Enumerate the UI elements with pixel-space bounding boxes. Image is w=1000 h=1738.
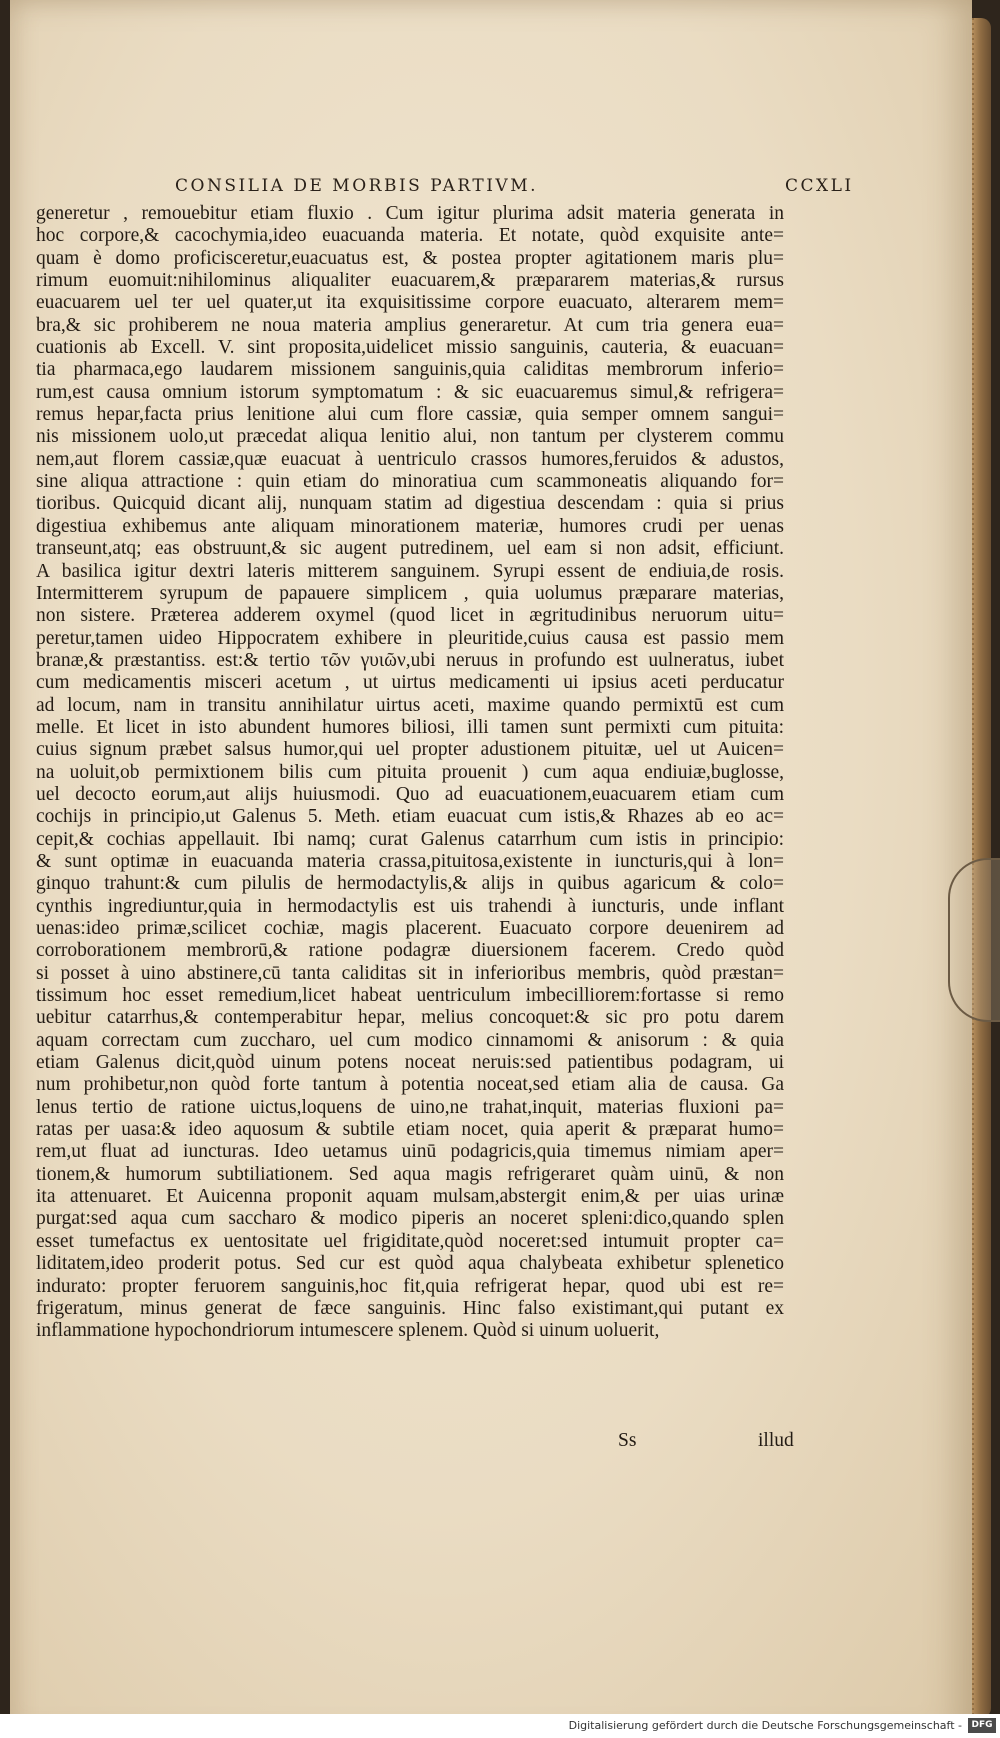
text-line: cynthis ingrediuntur,quia in hermodactylis est uis trahendi à iuncturis, unde inflant [36, 895, 784, 917]
text-line: frigeratum, minus generat de fæce sanguinis. Hinc falso existimant,qui putant ex [36, 1297, 784, 1319]
text-line: lenus tertio de ratione uictus,loquens de uino,ne trahat,inquit, materias fluxioni pa= [36, 1096, 784, 1118]
text-line: tioribus. Quicquid dicant alij, nunquam statim ad digestiua descendam : quia si prius [36, 493, 784, 515]
text-line: sine aliqua attractione : quin etiam do minoratiua cum scammoneatis aliquando for= [36, 471, 784, 493]
running-title: CONSILIA DE MORBIS PARTIVM. [175, 176, 539, 196]
text-line: esset tumefactus ex uentositate uel frigiditate,quòd noceret:sed intumuit propter ca= [36, 1230, 784, 1252]
text-line: nem,aut florem cassiæ,quæ euacuat à uentriculo crassos humores,feruidos & adustos, [36, 448, 784, 470]
digitization-credit: Digitalisierung gefördert durch die Deutsche Forschungsgemeinschaft - [568, 1719, 962, 1732]
text-line: num prohibetur,non quòd forte tantum à potentia noceat,sed etiam alia de causa. Ga [36, 1074, 784, 1096]
text-line: inflammatione hypochondriorum intumescere splenem. Quòd si uinum uoluerit, [36, 1320, 660, 1342]
text-line: cuius signum præbet salsus humor,qui uel propter adustionem pituitæ, uel ut Auicen= [36, 739, 784, 761]
text-line: euacuarem uel ter uel quater,ut ita exquisitissime corpore euacuato, alterarem mem= [36, 292, 784, 314]
text-line: cum medicamentis misceri acetum , ut uirtus medicamenti ui ipsius aceti perducatur [36, 672, 784, 694]
text-line: rem,ut fluat ad iuncturas. Ideo uetamus uinū podagricis,quia timemus nimiam aper= [36, 1141, 784, 1163]
text-line: indurato: propter feruorem sanguinis,hoc fit,quia refrigerat hepar, quod ubi est re= [36, 1275, 784, 1297]
signature-mark: Ss [618, 1430, 637, 1451]
text-line: ratas per uasa:& ideo aquosum & subtile etiam nocet, quia aperit & præparat humo= [36, 1119, 784, 1141]
thumb-tab [948, 858, 1000, 1022]
text-line: A basilica igitur dextri lateris mitterem sanguinem. Syrupi essent de endiuia,de rosis. [36, 560, 784, 582]
text-line: transeunt,atq; eas obstruunt,& sic augent putredinem, uel eam si non adsit, efficiunt. [36, 538, 784, 560]
text-line: si posset à uino abstinere,cū tanta caliditas sit in inferioribus membris, quòd præstan= [36, 962, 784, 984]
footer-strip [0, 1714, 1000, 1738]
text-line: digestiua exhibemus ante aliquam minorationem materiæ, humores crudi per uenas [36, 515, 784, 537]
text-line: aquam correctam cum zuccharo, uel cum modico cinnamomi & anisorum : & quia [36, 1029, 784, 1051]
text-line: ginquo trahunt:& cum pilulis de hermodactylis,& alijs in quibus agaricum & colo= [36, 873, 784, 895]
catchword: illud [758, 1430, 794, 1451]
text-line: Intermitterem syrupum de papauere simplicem , quia uolumus præparare materias, [36, 582, 784, 604]
text-line: & sunt optimæ in euacuanda materia crassa,pituitosa,existente in iuncturis,qui à lon= [36, 850, 784, 872]
text-line: branæ,& præstantiss. est:& tertio τῶν γυιῶν,ubi neruus in profundo est uulneratus, iubet [36, 649, 784, 671]
text-line: quam è domo proficisceretur,euacuatus est, & postea propter agitationem maris plu= [36, 247, 784, 269]
text-line: purgat:sed aqua cum saccharo & modico piperis an noceret spleni:dico,quando splen [36, 1208, 784, 1230]
text-line: na uoluit,ob permixtionem bilis cum pituita prouenit ) cum aqua endiuiæ,buglosse, [36, 761, 784, 783]
text-line: rimum euomuit:nihilominus aliqualiter euacuarem,& præpararem materias,& rursus [36, 270, 784, 292]
text-line: tissimum hoc esset remedium,licet habeat uentriculum imbecilliorem:fortasse si remo [36, 985, 784, 1007]
text-line: tionem,& humorum subtiliationem. Sed aqua magis refrigeraret quàm uinū, & non [36, 1163, 784, 1185]
dfg-logo: DFG [968, 1718, 996, 1733]
text-line: uel decocto eorum,aut alijs huiusmodi. Quo ad euacuationem,euacuarem etiam cum [36, 783, 784, 805]
text-line: generetur , remouebitur etiam fluxio . Cum igitur plurima adsit materia generata in [36, 203, 784, 224]
folio-number: CCXLI [785, 176, 854, 196]
text-line: hoc corpore,& cacochymia,ideo euacuanda materia. Et notate, quòd exquisite ante= [36, 225, 784, 247]
catchline [36, 1430, 794, 1454]
text-line: corroborationem membrorū,& ratione podagræ diuersionem facerem. Credo quòd [36, 940, 784, 962]
text-line: remus hepar,facta prius lenitione alui cum flore cassiæ, quia semper omnem sangui= [36, 404, 784, 426]
text-line: etiam Galenus dicit,quòd uinum potens noceat neruis:sed patientibus podagram, ui [36, 1052, 784, 1074]
text-line: liditatem,ideo proderit potus. Sed cur est quòd aqua chalybeata exhibetur splenetico [36, 1253, 784, 1275]
body-text [36, 203, 784, 1343]
text-line: rum,est causa omnium istorum symptomatum : & sic euacuaremus simul,& refrigera= [36, 381, 784, 403]
text-line: ita attenuaret. Et Auicenna proponit aquam mulsam,abstergit enim,& per uias urinæ [36, 1186, 784, 1208]
text-line: cepit,& cochias appellauit. Ibi namq; curat Galenus catarrhum cum istis in principio: [36, 828, 784, 850]
text-line: ad locum, nam in transitu annihilatur uirtus aceti, maxime quando permixtū est cum [36, 694, 784, 716]
text-line: uenas:ideo primæ,scilicet cochiæ, magis placerent. Euacuato corpore deuenirem ad [36, 918, 784, 939]
text-line: tia pharmaca,ego laudarem missionem sanguinis,quia caliditas membrorum inferio= [36, 359, 784, 381]
text-line: bra,& sic prohiberem ne noua materia amplius generaretur. At cum tria genera eua= [36, 314, 784, 336]
text-line: cochijs in principio,ut Galenus 5. Meth. etiam euacuat cum istis,& Rhazes ab eo ac= [36, 806, 784, 828]
text-line: peretur,tamen uideo Hippocratem exhibere in pleuritide,cuius causa est passio mem [36, 627, 784, 649]
text-line: uebitur catarrhus,& contemperabitur hepar, melius concoquet:& sic pro potu darem [36, 1007, 784, 1029]
text-line: nis missionem uolo,ut præcedat aliqua lenitio alui, non tantum per clysterem commu [36, 426, 784, 448]
text-line: non sistere. Præterea adderem oxymel (quod licet in ægritudinibus neruorum uitu= [36, 605, 784, 627]
text-line: melle. Et licet in isto abundent humores biliosi, illi tamen sunt permixti cum pituita: [36, 716, 784, 738]
text-line: cuationis ab Excell. V. sint proposita,uidelicet missio sanguinis, cauteria, & euacuan= [36, 337, 784, 359]
